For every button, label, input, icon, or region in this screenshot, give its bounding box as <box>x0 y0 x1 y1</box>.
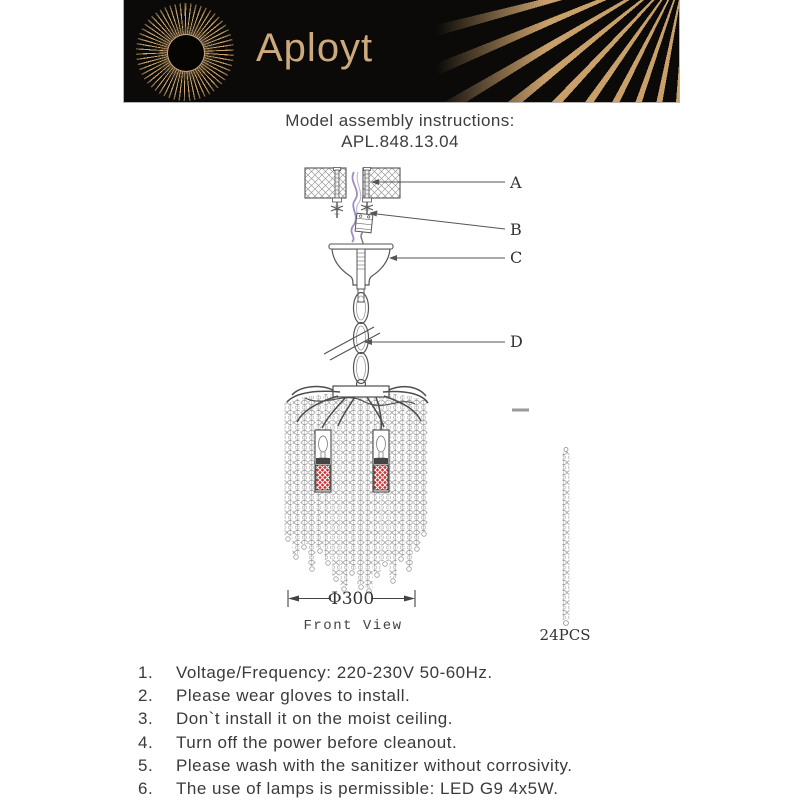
page-title: Model assembly instructions: <box>285 111 515 130</box>
strand-count-label: 24PCS <box>539 626 591 644</box>
item-text: Turn off the power before cleanout. <box>176 732 458 752</box>
list-item <box>138 777 698 800</box>
spare-strand <box>512 410 570 625</box>
chandelier-body <box>285 386 429 593</box>
list-item <box>138 661 698 684</box>
item-text: The use of lamps is permissible: LED G9 4x5W. <box>176 779 559 799</box>
instructions-list <box>138 661 698 800</box>
item-number: 2. <box>138 686 154 706</box>
label-d: D <box>510 332 523 351</box>
item-number: 5. <box>138 755 154 775</box>
leader-line-d <box>364 339 505 345</box>
lamp-socket-right <box>373 430 389 492</box>
bead-strands <box>285 392 428 593</box>
item-text: Voltage/Frequency: 220-230V 50-60Hz. <box>176 663 493 682</box>
item-text: Please wear gloves to install. <box>176 686 411 706</box>
view-label: Front View <box>303 618 403 634</box>
label-a: A <box>510 173 522 192</box>
label-b: B <box>510 220 522 239</box>
item-text: Don`t install it on the moist ceiling. <box>176 709 453 729</box>
item-number: 1. <box>138 663 154 682</box>
leader-line-c <box>389 255 505 261</box>
ceiling-canopy <box>329 244 393 302</box>
leader-line-b <box>369 211 505 230</box>
model-number: APL.848.13.04 <box>341 132 459 151</box>
item-text: Please wash with the sanitizer without corrosivity. <box>176 755 573 775</box>
brand-name: Aployt <box>256 26 374 70</box>
list-item <box>138 754 698 777</box>
list-item <box>138 684 698 707</box>
terminal-block <box>355 213 373 233</box>
item-number: 4. <box>138 732 154 752</box>
list-item <box>138 731 698 754</box>
lamp-socket-left <box>315 430 331 492</box>
item-number: 6. <box>138 779 154 799</box>
item-number: 3. <box>138 709 154 729</box>
label-c: C <box>510 248 523 267</box>
list-item <box>138 707 698 730</box>
dimension-value: Φ300 <box>327 589 375 609</box>
